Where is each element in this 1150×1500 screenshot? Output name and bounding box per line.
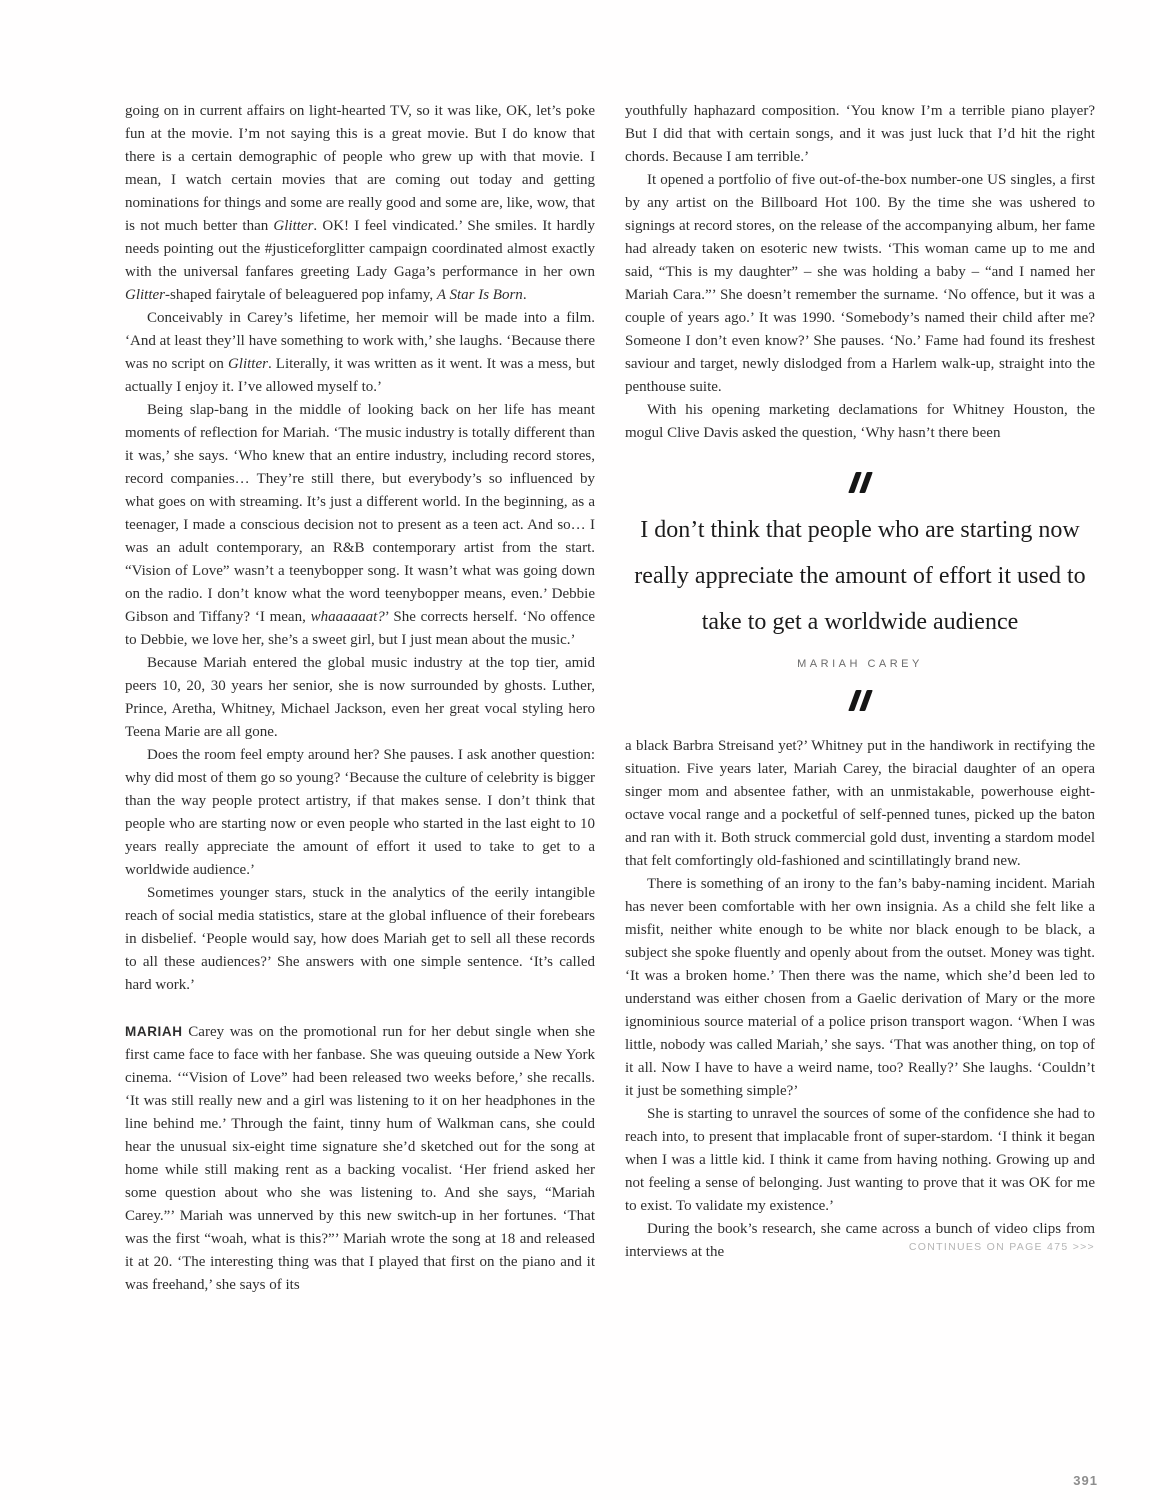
article-paragraph: youthfully haphazard composition. ‘You know I’m a terrible piano player? But I did that with certain songs, and it was just luck that I’d hit the right chords. Because I am terrible.’ bbox=[625, 103, 1095, 165]
quote-mark-bottom-icon bbox=[625, 690, 1095, 711]
right-column bbox=[625, 100, 1095, 1297]
article-paragraph: With his opening marketing declamations for Whitney Houston, the mogul Clive Davis asked the question, ‘Why hasn’t there been bbox=[625, 402, 1095, 441]
pull-quote-attribution: MARIAH CAREY bbox=[797, 658, 923, 670]
pull-quote-text: I don’t think that people who are starting now really appreciate the amount of effort it used to take to get a worldwide audience bbox=[634, 517, 1086, 635]
article-paragraph: Sometimes younger stars, stuck in the analytics of the eerily intangible reach of social media statistics, stare at the global influence of their forebears in disbelief. ‘People would say, how does Mariah get to sell all these records to all these audiences?’ She answers with one simple sentence. ‘It’s called hard work.’ bbox=[125, 885, 595, 993]
article-paragraph: There is something of an irony to the fan’s baby-naming incident. Mariah has never been comfortable with her own insignia. As a child she felt like a misfit, neither white enough to be white nor black enough to be black, a subject she spoke fluently and openly about from the outset. Money was tight. ‘It was a broken home.’ Then there was the name, which she’d been led to understand was either chosen from a Gaelic derivation of Mary or the more ignominious source material of a police prison transport wagon. ‘When I was little, nobody was called Mariah,’ she says. ‘That was another thing, on top of it all. Now I have to have a weird name, too? Really?’ She laughs. ‘Couldn’t it just be something simple?’ bbox=[625, 876, 1095, 1099]
article-paragraph: She is starting to unravel the sources of some of the confidence she had to reach into, to present that implacable front of super-stardom. ‘I think it began when I was a little kid. I think it came from having nothing. Growing up and not feeling a sense of belonging. Just wanting to prove that it was OK for me to exist. To validate my existence.’ bbox=[625, 1106, 1095, 1214]
article-paragraph: going on in current affairs on light-hearted TV, so it was like, OK, let’s poke fun at the movie. I’m not saying this is a great movie. But I do know that there is a certain demographic of people who grew up with that movie. I mean, I watch certain movies that are coming out today and getting nominations for things and some are really good and some are, like, wow, that is not much better than Glitter. OK! I feel vindicated.’ She smiles. It hardly needs pointing out the #justiceforglitter campaign coordinated almost exactly with the universal fanfares greeting Lady Gaga’s performance in her own Glitter-shaped fairytale of beleaguered pop infamy, A Star Is Born. bbox=[125, 103, 595, 303]
quote-mark-top-icon bbox=[625, 472, 1095, 493]
page-number: 391 bbox=[1073, 1473, 1098, 1488]
continues-note: CONTINUES ON PAGE 475 >>> bbox=[908, 1241, 1095, 1253]
left-column bbox=[125, 100, 595, 1297]
article-paragraph: Being slap-bang in the middle of looking back on her life has meant moments of reflection for Mariah. ‘The music industry is totally different than it was,’ she says. ‘Who knew that an entire industry, including record stores, record companies… They’re still there, but everybody’s so influenced by what goes on with streaming. It’s just a different world. In the beginning, as a teenager, I made a conscious decision not to present as a teen act. And so… I was an adult contemporary, an R&B contemporary artist from the start. “Vision of Love” wasn’t a teenybopper song. It wasn’t what was going down on the radio. I don’t know what the word teenybopper means, even.’ Debbie Gibson and Tiffany? ‘I mean, whaaaaaat?’ She corrects herself. ‘No offence to Debbie, we love her, she’s a sweet girl, but I just mean about the music.’ bbox=[125, 402, 595, 648]
article-paragraph: Does the room feel empty around her? She pauses. I ask another question: why did most of them go so young? ‘Because the culture of celebrity is bigger than the way people protect artistry, if that makes sense. I don’t think that people who are starting now or even people who started in the last eight to 10 years really appreciate the amount of effort it used to take to get to a worldwide audience.’ bbox=[125, 747, 595, 878]
article-paragraph: Because Mariah entered the global music industry at the top tier, amid peers 10, 20, 30 years her senior, she is now surrounded by ghosts. Luther, Prince, Aretha, Whitney, Michael Jackson, even her great vocal styling hero Teena Marie are all gone. bbox=[125, 655, 595, 740]
article-paragraph: It opened a portfolio of five out-of-the-box number-one US singles, a first by any artist on the Billboard Hot 100. By the time she was ushered to signings at record stores, on the release of the accompanying album, her fame had already taken on esoteric new twists. ‘This woman came up to me and said, “This is my daughter” – she was holding a baby – “and I named her Mariah Cara.”’ She doesn’t remember the surname. ‘No offence, but it was a couple of years ago.’ It was 1990. ‘Somebody’s named their child after me? Someone I don’t even know?’ She pauses. ‘No.’ Fame had found its freshest saviour and target, newly dislodged from a Harlem walk-up, straight into the penthouse suite. bbox=[625, 172, 1095, 395]
section-lead-word: MARIAH bbox=[125, 1024, 183, 1039]
right-column-upper bbox=[625, 100, 1095, 445]
article-paragraph: a black Barbra Streisand yet?’ Whitney put in the handiwork in rectifying the situation. Five years later, Mariah Carey, the biracial daughter of an opera singer mom and absentee father, with an unmistakable, powerhouse eight-octave vocal range and a pocketful of self-penned tunes, picked up the baton and ran with it. Both struck commercial gold dust, inventing a stardom model that felt comfortingly old-fashioned and scintillatingly brand new. bbox=[625, 738, 1095, 869]
article-paragraph: Conceivably in Carey’s lifetime, her memoir will be made into a film. ‘And at least they’ll have something to work with,’ she laughs. ‘Because there was no script on Glitter. Literally, it was written as it went. It was a mess, but actually I enjoy it. I’ve allowed myself to.’ bbox=[125, 310, 596, 395]
right-column-lower bbox=[625, 735, 1095, 1264]
article-paragraph: MARIAH Carey was on the promotional run for her debut single when she first came face to face with her fanbase. She was queuing outside a New York cinema. ‘“Vision of Love” had been released two weeks before,’ she recalls. ‘It was still really new and a girl was listening to it on her headphones in the line behind me.’ Through the faint, tinny hum of Walkman cans, she could hear the unusual six-eight time signature she’d sketched out for the song at home while still making rent as a backing vocalist. ‘Her friend asked her some question about who she was listening to. And she says, “Mariah Carey.”’ Mariah was unnerved by this new switch-up in her fortunes. ‘That was the first “woah, what is this?”’ Mariah wrote the song at 18 and released it at 20. ‘The interesting thing was that I played that first on the piano and it was freehand,’ she says of its bbox=[125, 1024, 595, 1293]
article-paragraph: During the book’s research, she came across a bunch of video clips from interviews at the bbox=[625, 1221, 1095, 1260]
pull-quote bbox=[625, 472, 1095, 711]
article-body bbox=[125, 100, 1095, 1297]
